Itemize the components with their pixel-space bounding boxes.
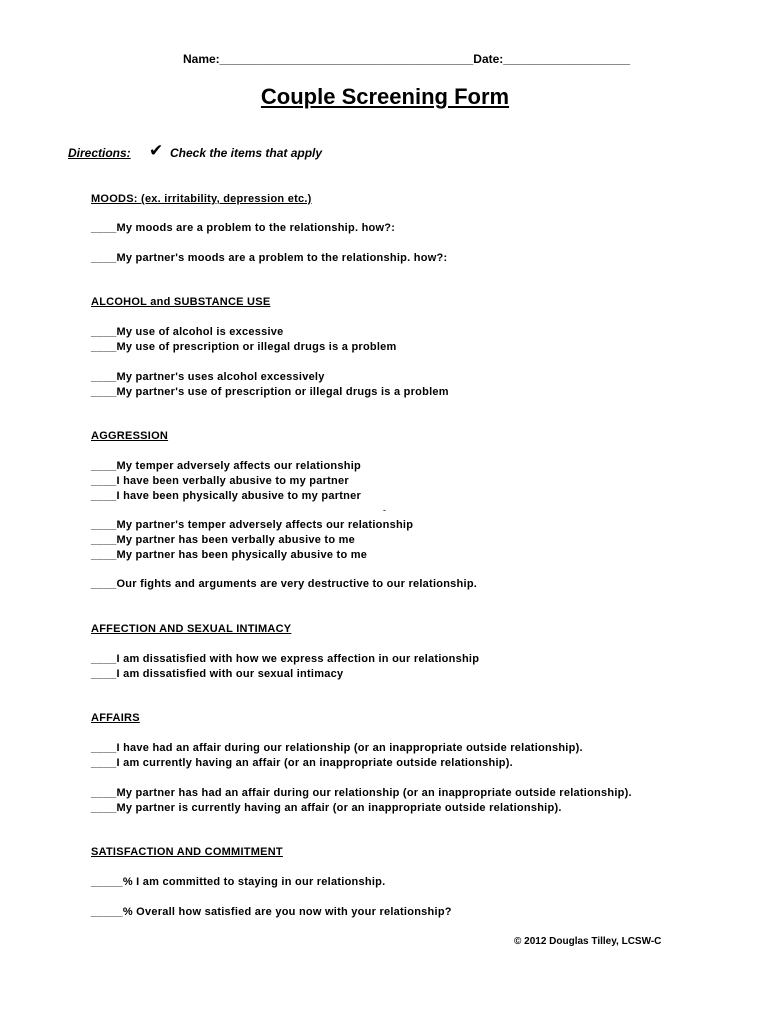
page-title: Couple Screening Form [260, 84, 510, 109]
affairs-item-self-past: ____I have had an affair during our relationship (or an inappropriate outside relationship). [91, 742, 583, 754]
stray-mark: - [383, 505, 386, 515]
alcohol-item-partner-alcohol: ____My partner's uses alcohol excessively [91, 371, 325, 383]
name-date-line: Name:______________________________________Date:___________________ [183, 52, 631, 66]
satisfaction-item-commitment: _____% I am committed to staying in our relationship. [91, 876, 386, 888]
aggression-item-partner-verbal: ____My partner has been verbally abusive to me [91, 534, 356, 546]
affairs-item-self-current: ____I am currently having an affair (or an inappropriate outside relationship). [91, 757, 513, 769]
section-heading-aggression: AGGRESSION [91, 430, 169, 442]
aggression-item-self-physical: ____I have been physically abusive to my partner [91, 490, 362, 502]
alcohol-item-self-drugs: ____My use of prescription or illegal drugs is a problem [91, 341, 397, 353]
section-heading-alcohol: ALCOHOL and SUBSTANCE USE [91, 296, 271, 308]
copyright-notice: © 2012 Douglas Tilley, LCSW-C [514, 936, 662, 947]
aggression-item-self-temper: ____My temper adversely affects our relationship [91, 460, 361, 472]
moods-item-self: ____My moods are a problem to the relationship. how?: [91, 222, 396, 234]
section-heading-affairs: AFFAIRS [91, 712, 140, 724]
affection-item-intimacy: ____I am dissatisfied with our sexual intimacy [91, 668, 344, 680]
affection-item-affection: ____I am dissatisfied with how we express affection in our relationship [91, 653, 480, 665]
alcohol-item-self-alcohol: ____My use of alcohol is excessive [91, 326, 284, 338]
affairs-item-partner-current: ____My partner is currently having an affair (or an inappropriate outside relationship). [91, 802, 562, 814]
directions-text: Check the items that apply [170, 146, 323, 160]
checkmark-icon: ✔ [149, 141, 164, 160]
moods-item-partner: ____My partner's moods are a problem to the relationship. how?: [91, 252, 448, 264]
section-heading-moods: MOODS: (ex. irritability, depression etc.) [91, 193, 312, 205]
aggression-item-partner-temper: ____My partner's temper adversely affects our relationship [91, 519, 414, 531]
affairs-item-partner-past: ____My partner has had an affair during our relationship (or an inappropriate outside relationship). [91, 787, 632, 799]
section-heading-satisfaction: SATISFACTION AND COMMITMENT [91, 846, 283, 858]
aggression-item-partner-physical: ____My partner has been physically abusive to me [91, 549, 368, 561]
aggression-item-fights: ____Our fights and arguments are very destructive to our relationship. [91, 578, 478, 590]
directions-label: Directions: [68, 146, 131, 160]
aggression-item-self-verbal: ____I have been verbally abusive to my partner [91, 475, 349, 487]
section-heading-affection: AFFECTION AND SEXUAL INTIMACY [91, 623, 292, 635]
satisfaction-item-overall: _____% Overall how satisfied are you now with your relationship? [91, 906, 452, 918]
alcohol-item-partner-drugs: ____My partner's use of prescription or illegal drugs is a problem [91, 386, 449, 398]
